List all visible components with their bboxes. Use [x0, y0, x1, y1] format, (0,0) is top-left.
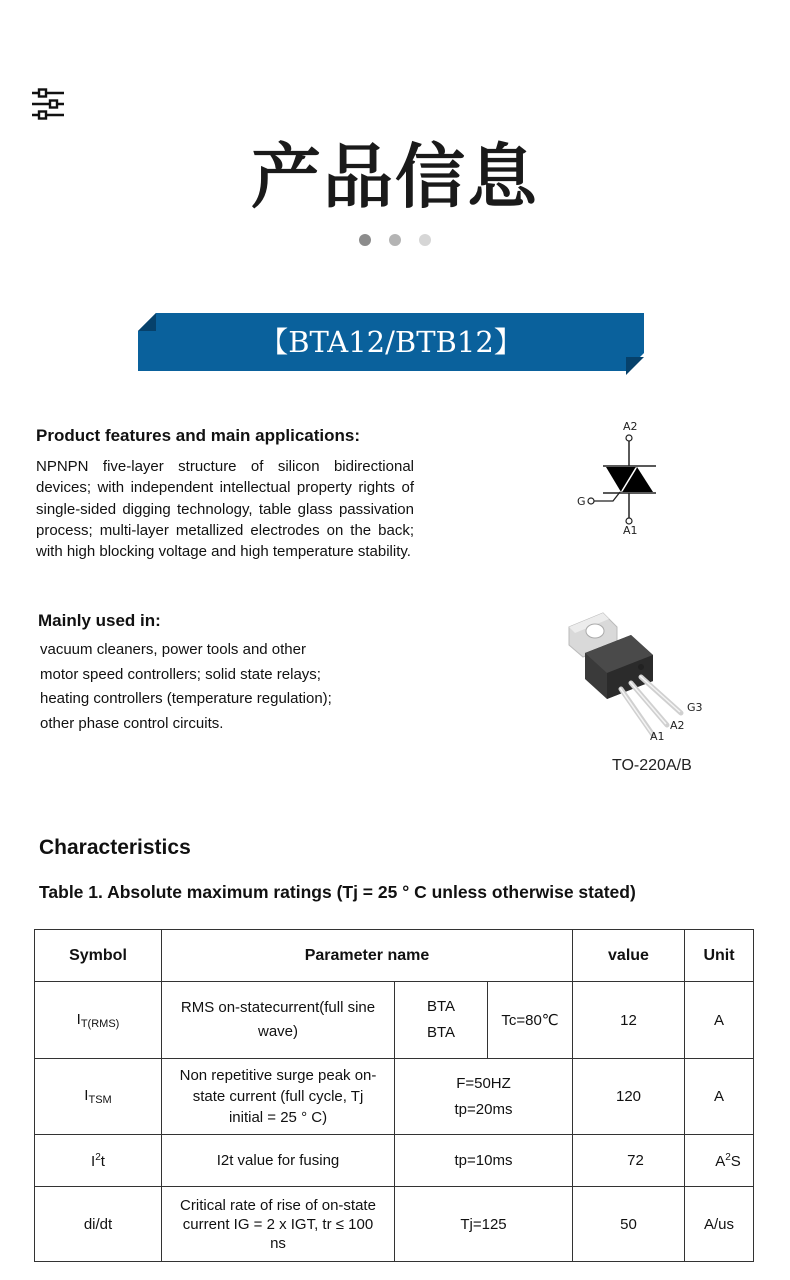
condition-line: BTA [426, 998, 456, 1015]
usage-list [40, 638, 332, 736]
col-symbol: Symbol [35, 930, 162, 982]
label-g: G [577, 495, 586, 508]
symbol-sub: TSM [88, 1094, 112, 1106]
triac-symbol-diagram [570, 418, 680, 538]
symbol-main: I [76, 1010, 81, 1028]
table-row [35, 1187, 754, 1262]
table-row [35, 982, 754, 1059]
unit-sup: 2 [725, 1151, 731, 1163]
cell-parameter: Non repetitive surge peak on-state current (full cycle, Tj initial = 25 ° C) [162, 1059, 395, 1135]
symbol-sub: T(RMS) [80, 1017, 120, 1030]
table-header-row [35, 930, 754, 982]
banner-title: 【BTA12/BTB12】 [259, 325, 523, 359]
cell-condition [395, 1059, 573, 1135]
characteristics-heading: Characteristics [39, 836, 191, 859]
symbol-main: I [84, 1087, 89, 1104]
label-a1: A1 [623, 524, 638, 537]
page-title: 产品信息 [251, 136, 539, 218]
cell-unit: A/us [685, 1187, 754, 1262]
symbol-tail: t [100, 1152, 105, 1170]
usage-line: motor speed controllers; solid state relays; [40, 665, 321, 683]
cell-condition-b: Tc=80℃ [488, 982, 573, 1059]
pager-dot-2[interactable] [389, 234, 401, 246]
usage-heading: Mainly used in: [38, 611, 161, 630]
sliders-filter-icon[interactable] [30, 88, 66, 120]
condition-line: tp=20ms [454, 1100, 513, 1118]
table-title: Table 1. Absolute maximum ratings (Tj = 25 ° C unless otherwise stated) [39, 882, 636, 902]
condition-line: F=50HZ [456, 1074, 511, 1092]
cell-condition: Tj=125 [395, 1187, 573, 1262]
pager-dots [0, 234, 790, 246]
pager-dot-3[interactable] [419, 234, 431, 246]
usage-line: heating controllers (temperature regulation); [40, 690, 332, 707]
usage-line: other phase control circuits. [40, 714, 224, 732]
cell-value: 50 [573, 1187, 685, 1262]
usage-line: vacuum cleaners, power tools and other [40, 641, 306, 658]
absolute-max-ratings-table [34, 929, 754, 1262]
cell-symbol [35, 1135, 162, 1187]
col-value: value [573, 930, 685, 982]
pin-a1-label: A1 [650, 730, 665, 743]
table-row [35, 1135, 754, 1187]
table-row [35, 1059, 754, 1135]
symbol-sup: 2 [95, 1151, 101, 1163]
cell-symbol: di/dt [35, 1187, 162, 1262]
cell-value: 120 [573, 1059, 685, 1135]
cell-unit: A [685, 982, 754, 1059]
model-banner [138, 313, 644, 375]
cell-parameter: I2t value for fusing [162, 1135, 395, 1187]
cell-condition: tp=10ms [395, 1135, 573, 1187]
cell-condition-a [395, 982, 488, 1059]
to220-package-image [555, 605, 715, 745]
label-a2: A2 [623, 420, 638, 433]
col-parameter: Parameter name [162, 930, 573, 982]
features-body: NPNPN five-layer structure of silicon bidirectional devices; with independent intellectual property rights of single-sided digging technology, table glass passivation process; multi-layer metallized electrodes on the back; with high blocking voltage and high temperature stability. [36, 458, 414, 561]
pin-a2-label: A2 [670, 719, 685, 732]
pin-g3-label: G3 [687, 701, 703, 714]
col-unit: Unit [685, 930, 754, 982]
cell-parameter: RMS on-statecurrent(full sine wave) [162, 982, 395, 1059]
pager-dot-1[interactable] [359, 234, 371, 246]
cell-symbol [35, 982, 162, 1059]
package-label: TO-220A/B [612, 757, 692, 774]
symbol-main: I [91, 1152, 96, 1170]
condition-line: BTA [426, 1024, 456, 1041]
cell-value: 12 [573, 982, 685, 1059]
cell-symbol [35, 1059, 162, 1135]
unit-main: A [715, 1152, 726, 1170]
features-heading: Product features and main applications: [36, 426, 361, 445]
cell-unit: A [685, 1059, 754, 1135]
unit-tail: S [730, 1152, 741, 1170]
cell-unit [685, 1135, 754, 1187]
cell-value: 72 [573, 1135, 685, 1187]
cell-parameter: Critical rate of rise of on-state current IG = 2 x IGT, tr ≤ 100 ns [162, 1187, 395, 1262]
